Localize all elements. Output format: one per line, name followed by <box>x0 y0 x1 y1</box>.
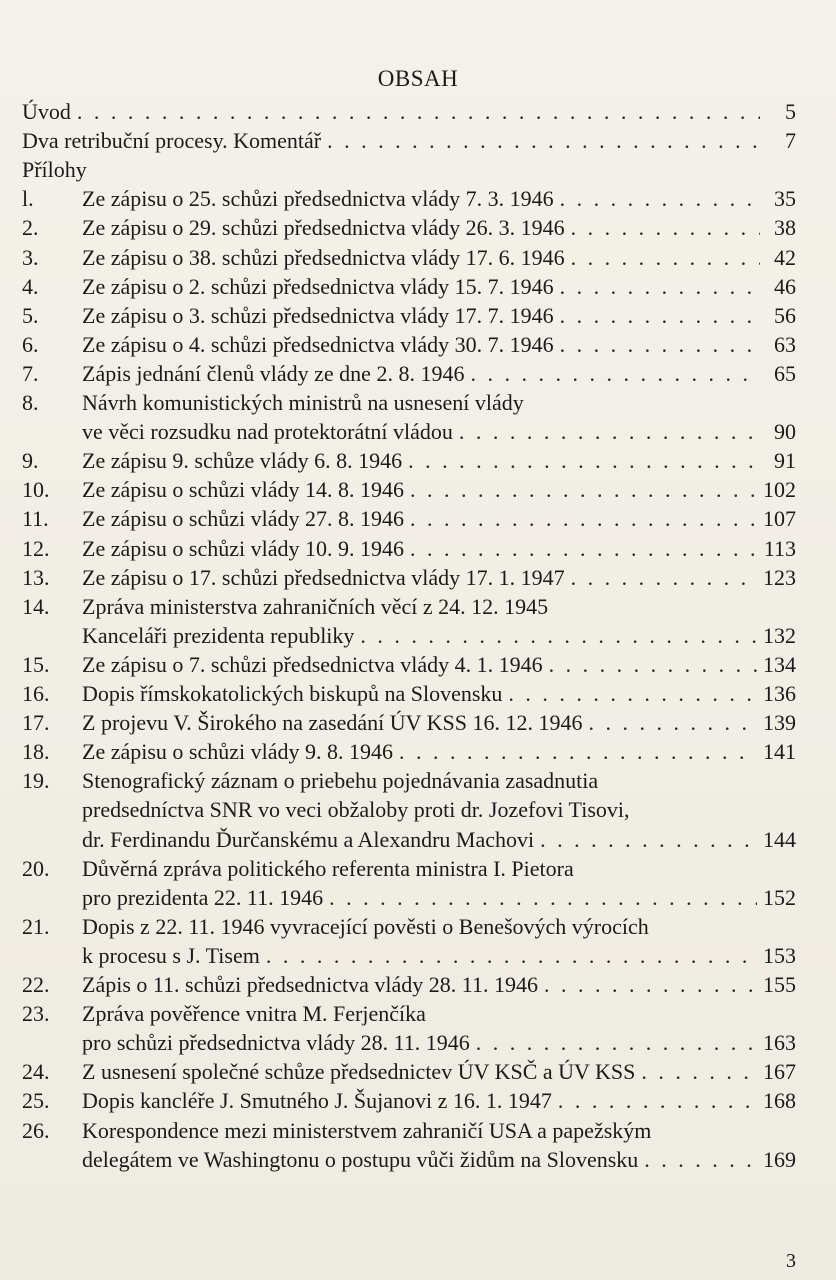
toc-entry-number: 11. <box>22 506 49 532</box>
toc-entry-number: 4. <box>22 273 39 299</box>
toc-entry-title: Ze zápisu o schůzi vlády 10. 9. 1946 <box>82 535 404 561</box>
toc-leader-dots <box>540 826 757 854</box>
toc-entry-line[interactable] <box>22 593 796 621</box>
toc-entry-number: 21. <box>22 913 50 939</box>
toc-entry-number: 10. <box>22 477 50 503</box>
toc-entry-title: Ze zápisu o 38. schůzi předsednictva vlády 17. 6. 1946 <box>82 244 565 270</box>
toc-entry-line[interactable] <box>22 855 796 883</box>
toc-page-number: 141 <box>763 739 796 765</box>
toc-entry-line[interactable] <box>22 884 796 912</box>
toc-entry-line[interactable] <box>22 98 796 126</box>
toc-entry-line[interactable] <box>22 535 796 563</box>
toc-leader-dots <box>329 884 757 912</box>
toc-entry-line[interactable] <box>22 1029 796 1057</box>
toc-entry-title: Zpráva pověřence vnitra M. Ferjenčíka <box>82 1001 426 1027</box>
toc-entry-title: Korespondence mezi ministerstvem zahraničí USA a papežským <box>82 1117 652 1143</box>
toc-entry-line[interactable] <box>22 244 796 272</box>
toc-entry-title: Ze zápisu o 4. schůzi předsednictva vlády 30. 7. 1946 <box>82 331 554 357</box>
toc-entry-line[interactable] <box>22 1087 796 1115</box>
toc-entry-number: 3. <box>22 244 39 270</box>
toc-page-number: 123 <box>763 564 796 590</box>
toc-entry-number: 5. <box>22 302 39 328</box>
toc-entry-number: 9. <box>22 448 39 474</box>
toc-entry-number: 23. <box>22 1001 50 1027</box>
toc-entry-line[interactable] <box>22 505 796 533</box>
toc-entry-title: Ze zápisu o schůzi vlády 9. 8. 1946 <box>82 739 393 765</box>
toc-page-number: 56 <box>774 302 796 328</box>
toc-entry-number: 26. <box>22 1117 50 1143</box>
toc-page-number: 167 <box>763 1059 796 1085</box>
toc-leader-dots <box>588 709 757 737</box>
toc-page-number: 155 <box>763 972 796 997</box>
toc-entry-title: pro prezidenta 22. 11. 1946 <box>82 884 324 910</box>
toc-entry-title: Zpráva ministerstva zahraničních věcí z 24. 12. 1945 <box>82 593 549 619</box>
toc-entry-line[interactable] <box>22 971 796 999</box>
toc-entry-number: 12. <box>22 535 50 561</box>
toc-entry-number: 22. <box>22 972 50 997</box>
toc-entry-title: Ze zápisu 9. schůze vlády 6. 8. 1946 <box>82 448 403 474</box>
page-title: OBSAH <box>377 66 459 91</box>
toc-entry-number: 19. <box>22 768 50 794</box>
toc-page-number: 42 <box>774 244 796 270</box>
toc-page-number: 134 <box>763 651 796 677</box>
toc-entry-title: Z usnesení společné schůze předsednictev ÚV KSČ a ÚV KSS <box>82 1059 636 1085</box>
toc-leader-dots <box>549 651 757 679</box>
toc-leader-dots <box>470 360 760 388</box>
toc-page-number: 63 <box>774 331 796 357</box>
toc-page-number: 139 <box>763 710 796 736</box>
toc-entry-line[interactable] <box>22 1117 796 1145</box>
toc-page-number: 107 <box>763 506 796 532</box>
toc-entry-title: ve věci rozsudku nad protektorátní vládou <box>82 419 453 445</box>
toc-page-number: 113 <box>763 535 796 561</box>
toc-entry-title: Ze zápisu o 17. schůzi předsednictva vlády 17. 1. 1947 <box>82 564 565 590</box>
toc-entry-line[interactable] <box>22 826 796 854</box>
toc-entry-title: Ze zápisu o 2. schůzi předsednictva vlády 15. 7. 1946 <box>82 273 554 299</box>
toc-entry-title: Ze zápisu o 3. schůzi předsednictva vlády 17. 7. 1946 <box>82 302 554 328</box>
toc-entry-line[interactable] <box>22 680 796 708</box>
toc-entry-line[interactable] <box>22 185 796 213</box>
toc-leader-dots <box>560 273 760 301</box>
toc-leader-dots <box>410 505 757 533</box>
toc-leader-dots <box>399 738 757 766</box>
toc-entry-number: 25. <box>22 1088 50 1114</box>
toc-page-number: 102 <box>763 477 796 503</box>
toc-leader-dots <box>560 185 760 213</box>
toc-page-number: 132 <box>763 622 796 648</box>
toc-leader-dots <box>77 98 760 126</box>
toc-page-number: 136 <box>763 681 796 706</box>
toc-entry-title: Kanceláři prezidenta republiky <box>82 622 355 648</box>
toc-page-number: 38 <box>774 215 796 241</box>
toc-entry-line[interactable] <box>22 389 796 417</box>
toc-leader-dots <box>459 418 760 446</box>
toc-entry-number: 7. <box>22 360 39 386</box>
toc-leader-dots <box>560 302 760 330</box>
toc-entry-line[interactable] <box>22 622 796 650</box>
toc-entry-title: Dopis kancléře J. Smutného J. Šujanovi z 16. 1. 1947 <box>82 1088 552 1114</box>
toc-entry-title: Ze zápisu o 7. schůzi předsednictva vlády 4. 1. 1946 <box>82 651 543 677</box>
toc-page-number: 7 <box>785 128 796 154</box>
toc-leader-dots <box>327 127 760 155</box>
toc-entry-line[interactable] <box>22 709 796 737</box>
toc-entry-title: Zápis o 11. schůzi předsednictva vlády 28. 11. 1946 <box>82 972 538 997</box>
toc-entry-number: 14. <box>22 593 50 619</box>
toc-leader-dots <box>476 1029 757 1057</box>
toc-leader-dots <box>360 622 757 650</box>
toc-entry-line[interactable] <box>22 942 796 970</box>
toc-page-number: 168 <box>763 1088 796 1114</box>
toc-entry-title: Návrh komunistických ministrů na usnesení vlády <box>82 390 524 415</box>
toc-entry-number: 2. <box>22 215 39 241</box>
toc-page-number: 90 <box>774 419 796 445</box>
toc-entry-title: Důvěrná zpráva politického referenta ministra I. Pietora <box>82 855 574 881</box>
toc-entry-title: dr. Ferdinandu Ďurčanskému a Alexandru Machovi <box>82 826 535 852</box>
toc-entry-line[interactable] <box>22 447 796 475</box>
toc-page-number: 46 <box>774 273 796 299</box>
toc-page-number: 65 <box>774 360 796 386</box>
toc-leader-dots <box>644 1146 757 1174</box>
toc-page-number: 152 <box>763 884 796 910</box>
toc-entry-title: Dva retribuční procesy. Komentář <box>22 128 322 154</box>
toc-entry-line[interactable] <box>22 767 796 795</box>
toc-entry-number: 15. <box>22 651 50 677</box>
toc-entry-title: pro schůzi předsednictva vlády 28. 11. 1946 <box>82 1030 470 1056</box>
toc-entry-title: Dopis z 22. 11. 1946 vyvracející pověsti o Benešových výrocích <box>82 913 649 939</box>
toc-page-number: 153 <box>763 942 796 968</box>
toc-page-number: 163 <box>763 1030 796 1056</box>
toc-entry-line[interactable] <box>22 1058 796 1086</box>
toc-entry-title: Ze zápisu o 25. schůzi předsednictva vlády 7. 3. 1946 <box>82 186 554 212</box>
toc-leader-dots <box>558 1087 757 1115</box>
toc-entry-title: Stenografický záznam o priebehu pojednávania zasadnutia <box>82 768 599 794</box>
toc-entry-title: k procesu s J. Tisem <box>82 942 260 968</box>
toc-entry-number: 18. <box>22 739 50 765</box>
toc-entry-title: Ze zápisu o schůzi vlády 14. 8. 1946 <box>82 477 404 503</box>
toc-entry-line[interactable] <box>22 156 796 184</box>
toc-entry-number: l. <box>22 186 34 212</box>
toc-leader-dots <box>571 564 757 592</box>
toc-entry-title: Zápis jednání členů vlády ze dne 2. 8. 1946 <box>82 360 465 386</box>
toc-entry-title: Dopis římskokatolických biskupů na Slovensku <box>82 681 503 706</box>
toc-entry-line[interactable] <box>22 651 796 679</box>
toc-leader-dots <box>571 244 760 272</box>
toc-entry-line[interactable] <box>22 738 796 766</box>
page-number: 3 <box>786 1250 796 1272</box>
toc-entry-number: 16. <box>22 681 50 706</box>
toc-entry-line[interactable] <box>22 360 796 388</box>
toc-entry-line[interactable] <box>22 796 796 824</box>
toc-entry-number: 13. <box>22 564 50 590</box>
toc-entry-line[interactable] <box>22 273 796 301</box>
toc-entry-line[interactable] <box>22 913 796 941</box>
toc-page-number: 5 <box>785 99 796 124</box>
toc-leader-dots <box>544 971 757 999</box>
toc-entry-title: Z projevu V. Širokého na zasedání ÚV KSS 16. 12. 1946 <box>82 710 583 736</box>
toc-entry-number: 20. <box>22 855 50 881</box>
toc-leader-dots <box>410 535 758 563</box>
toc-entry-title: Přílohy <box>22 157 87 183</box>
toc-leader-dots <box>560 331 760 359</box>
toc-entry-line[interactable] <box>22 331 796 359</box>
toc-entry-number: 6. <box>22 331 39 357</box>
toc-leader-dots <box>571 214 760 242</box>
toc-page-number: 144 <box>763 826 796 852</box>
toc-page-number: 169 <box>763 1146 796 1172</box>
toc-entry-title: Ze zápisu o 29. schůzi předsednictva vlády 26. 3. 1946 <box>82 215 565 241</box>
toc-leader-dots <box>508 680 757 708</box>
toc-page-number: 91 <box>774 448 796 474</box>
toc-entry-line[interactable] <box>22 1000 796 1028</box>
toc-entry-number: 17. <box>22 710 50 736</box>
toc-entry-line[interactable] <box>22 127 796 155</box>
toc-entry-line[interactable] <box>22 214 796 242</box>
toc-leader-dots <box>266 942 757 970</box>
toc-entry-title: delegátem ve Washingtonu o postupu vůči židům na Slovensku <box>82 1146 639 1172</box>
toc-page-number: 35 <box>774 186 796 212</box>
toc-entry-title: Ze zápisu o schůzi vlády 27. 8. 1946 <box>82 506 404 532</box>
toc-entry-line[interactable] <box>22 418 796 446</box>
toc-entry-number: 8. <box>22 390 39 415</box>
toc-entry-line[interactable] <box>22 302 796 330</box>
toc-entry-title: Úvod <box>22 99 71 124</box>
toc-entry-line[interactable] <box>22 476 796 504</box>
toc-leader-dots <box>408 447 760 475</box>
toc-leader-dots <box>410 476 757 504</box>
toc-entry-line[interactable] <box>22 564 796 592</box>
toc-leader-dots <box>641 1058 757 1086</box>
toc-entry-title: predsedníctva SNR vo veci obžaloby proti dr. Jozefovi Tisovi, <box>82 797 630 823</box>
toc-entry-number: 24. <box>22 1059 50 1085</box>
toc-entry-line[interactable] <box>22 1146 796 1174</box>
